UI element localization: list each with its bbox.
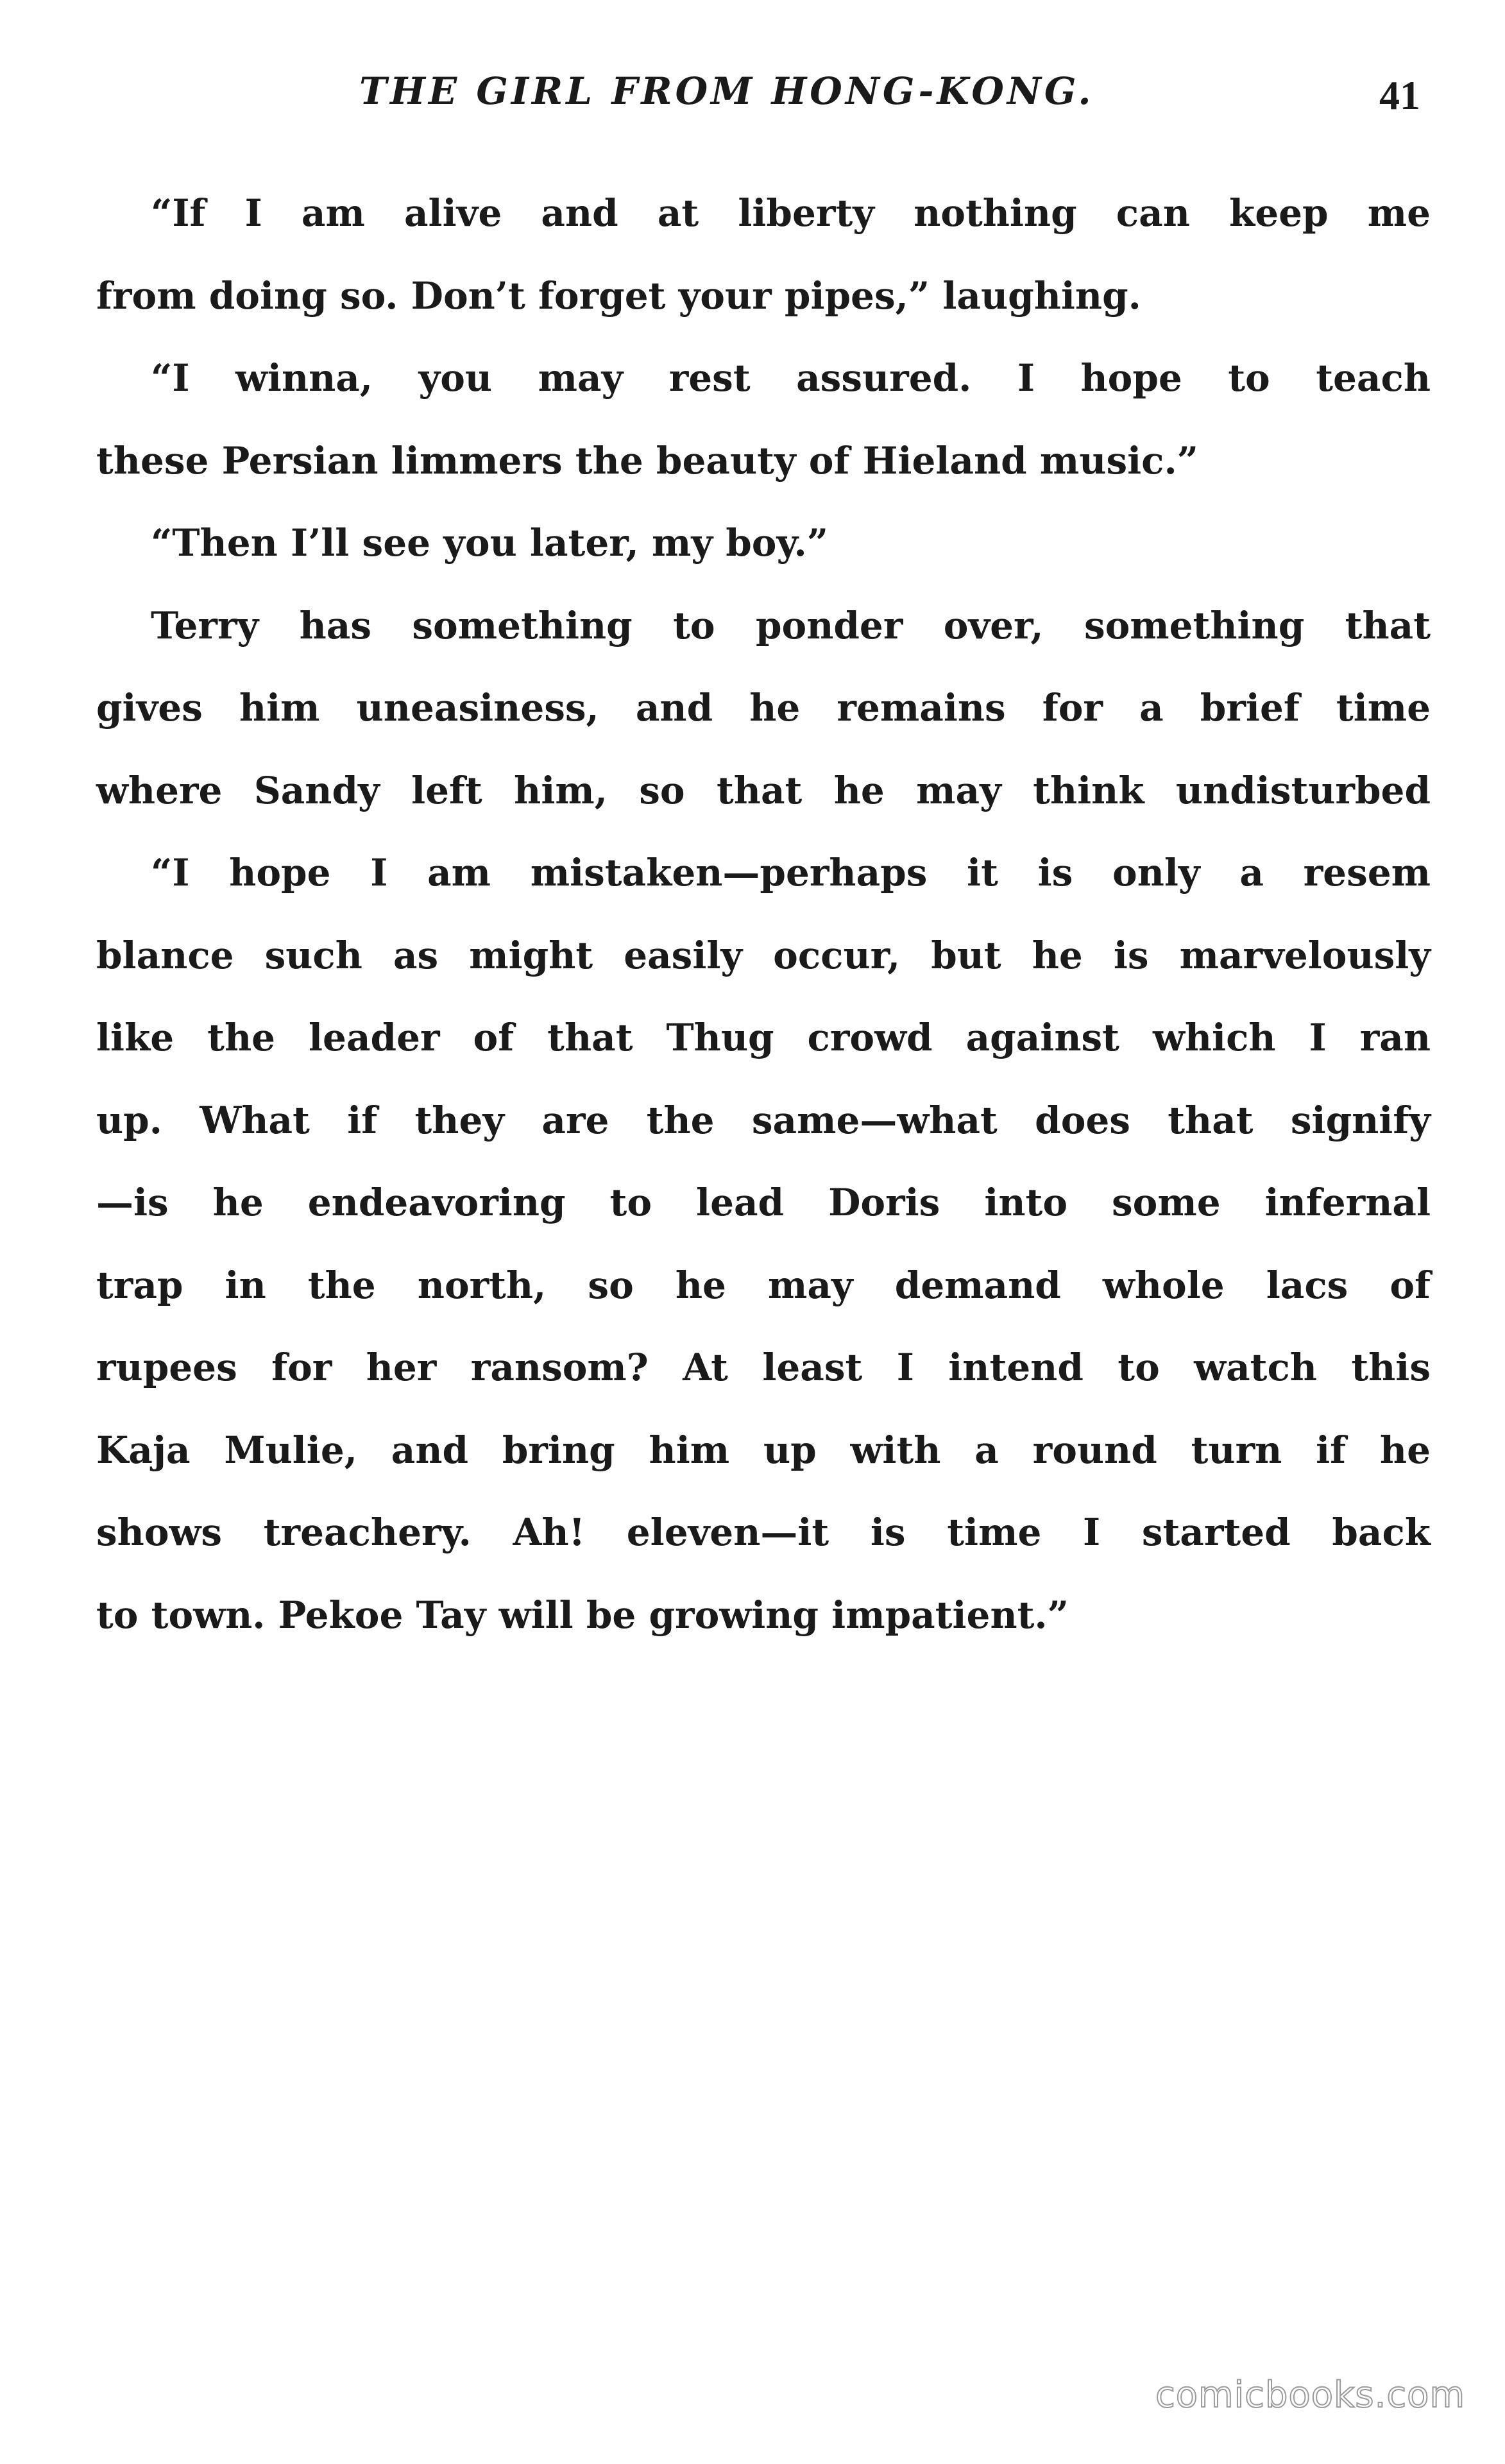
watermark: comicbooks.com [1155,2374,1465,2416]
text-line: these Persian limmers the beauty of Hieland music.” [96,438,1198,483]
text-line: shows treachery. Ah! eleven—it is time I started back [96,1510,1431,1554]
body-text [96,172,1431,1656]
running-title: THE GIRL FROM HONG-KONG. [359,69,1094,113]
text-line: blance such as might easily occur, but he is marvelously [96,933,1431,977]
text-line: “If I am alive and at liberty nothing can keep me [151,191,1431,235]
text-line: Terry has something to ponder over, something that [151,603,1431,647]
text-line: Kaja Mulie, and bring him up with a round turn if he [96,1428,1431,1472]
text-line: to town. Pekoe Tay will be growing impatient.” [96,1593,1069,1637]
text-line: from doing so. Don’t forget your pipes,” laughing. [96,273,1141,318]
running-header [0,69,1505,121]
text-line: “I winna, you may rest assured. I hope to teach [151,356,1431,400]
page-number: 41 [1379,73,1420,118]
text-line: gives him uneasiness, and he remains for a brief time [96,686,1431,730]
text-line: “I hope I am mistaken—perhaps it is only a resem [151,851,1431,894]
text-line: rupees for her ransom? At least I intend to watch this [96,1346,1431,1389]
text-line: —is he endeavoring to lead Doris into some infernal [96,1181,1431,1224]
text-line: trap in the north, so he may demand whole lacs of [96,1263,1431,1307]
text-line: like the leader of that Thug crowd against which I ran [96,1016,1431,1059]
text-line: up. What if they are the same—what does that signify [96,1098,1431,1142]
text-line: “Then I’ll see you later, my boy.” [151,521,829,565]
text-line: where Sandy left him, so that he may think undisturbed [96,768,1431,812]
